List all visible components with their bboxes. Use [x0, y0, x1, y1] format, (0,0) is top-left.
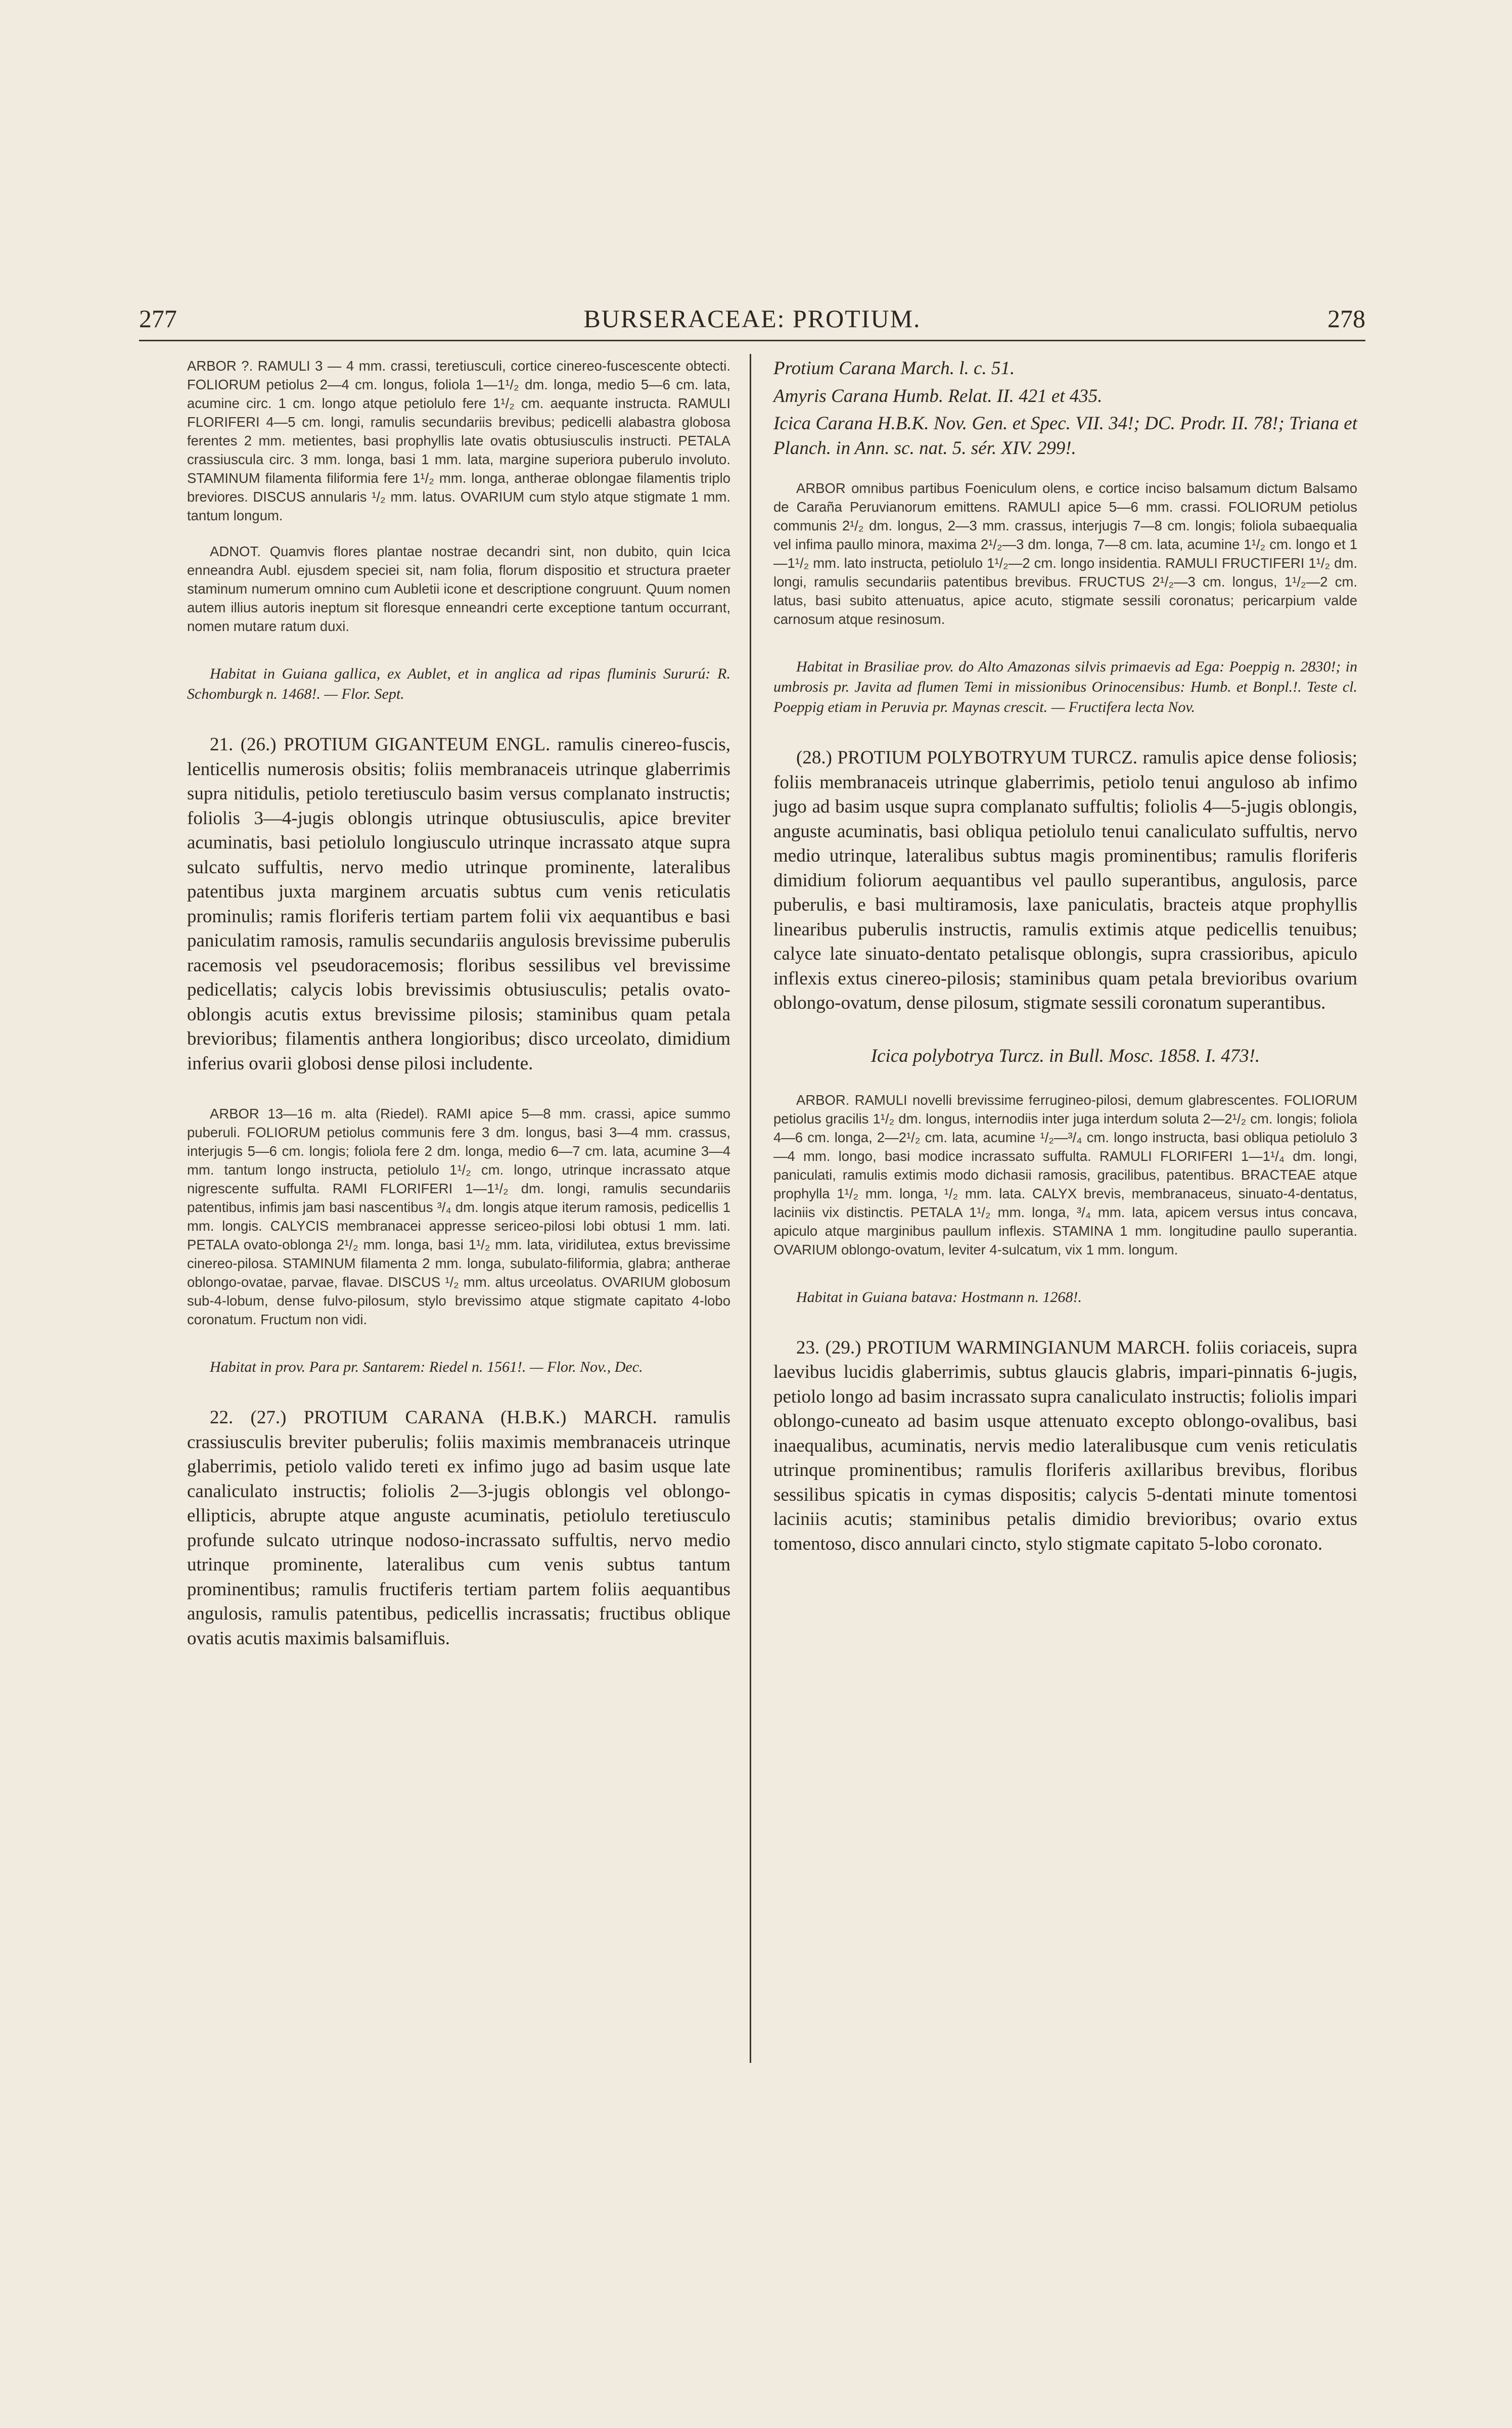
- page-header: [139, 303, 1365, 334]
- species-21-diagnosis: 21. (26.) PROTIUM GIGANTEUM ENGL. ramulis cinereo-fuscis, lenticellis numerosis obsitis; foliis membranaceis utrinque glaberrimis supra nitidulis, petiolo teretiusculo basim versus complanato instructis; foliolis 3—4-jugis oblongis utrinque obtusiusculis, apice breviter acuminatis, basi petiolulo longiusculo utrinque incrassato atque supra sulcato suffultis, nervo medio utrinque prominente, lateralibus patentibus juxta marginem arcuatis subtus cum venis reticulatis prominulis; ramis floriferis tertiam partem folii vix aequantibus e basi paniculatim ramosis, ramulis secundariis angulosis brevissime puberulis racemosis vel pseudoracemosis; floribus sessilibus vel brevissime pedicellatis; calycis lobis brevissimis obtusiusculis; petalis ovato-oblongis acutis extus brevissime pilosis; staminibus quam petala brevioribus; filamentis anthera longioribus; disco urceolato, dimidium inferius ovarii globosi dense pilosi includente.: [187, 734, 730, 1074]
- right-column: [773, 356, 1357, 1556]
- species-21-description: ARBOR 13—16 m. alta (Riedel). RAMI apice 5—8 mm. crassi, apice summo puberuli. FOLIORUM petiolus communis fere 3 dm. longus, basi 3—4 mm. crassus, interjugis 5—6 cm. longis; foliola fere 2 dm. longa, medio 6—7 cm. lata, acumine 3—4 mm. tantum longo instructa, petiolulo 1¹/₂ cm. longo, utrinque incrassato atque nigrescente suffulta. RAMI FLORIFERI 1—1¹/₂ dm. longi, ramulis secundariis patentibus, infimis jam basi nascentibus ³/₄ dm. longis atque iterum ramosis, pedicellis 1 mm. longis. CALYCIS membranacei appresse sericeo-pilosi lobi obtusi 1 mm. lati. PETALA ovato-oblonga 2¹/₂ mm. longa, basi 1¹/₂ mm. lata, viridilutea, extus brevissime cinereo-pilosa. STAMINUM filamenta 2 mm. longa, subulato-filiformia, glabra; antherae oblongo-ovatae, parvae, flavae. DISCUS ¹/₂ mm. altus urceolatus. OVARIUM globosum sub-4-lobum, dense fulvo-pilosum, stylo brevissimo atque stigmate capitato 4-lobo coronatum. Fructum non vidi.: [187, 1106, 730, 1327]
- running-title: BURSERACEAE: PROTIUM.: [583, 304, 921, 333]
- adnotation: ADNOT. Quamvis flores plantae nostrae decandri sint, non dubito, quin Icica enneandra Aubl. ejusdem speciei sit, nam folia, florum dispositio et structura praeter staminum numerum omnino cum Aubletii icone et descriptione congruunt. Quum nomen autem illius autoris ineptum sit floresque enneandri certe exceptione tantum occurrant, nomen mutare ratum duxi.: [187, 544, 730, 634]
- species-28-reference: Icica polybotrya Turcz. in Bull. Mosc. 1858. I. 473!.: [870, 1045, 1260, 1066]
- description-previous-species: ARBOR ?. RAMULI 3 — 4 mm. crassi, teretiusculi, cortice cinereo-fuscescente obtecti. FOLIORUM petiolus 2—4 cm. longus, foliola 1—1¹/₂ dm. longa, medio 5—6 cm. lata, acumine circ. 1 cm. longo atque petiolulo fere 1¹/₂ cm. aequante instructa. RAMULI FLORIFERI 4—5 cm. longi, ramulis secundariis brevibus; pedicelli alabastra globosa ferentes 2 mm. metientes, basi prophyllis late ovatis obtusiusculis instructi. PETALA crassiuscula circ. 3 mm. longa, basi 1 mm. lata, margine superiora puberulo involuto. STAMINUM filamenta filiformia fere 1¹/₂ mm. longa, antherae oblongae filamentis triplo breviores. DISCUS annularis ¹/₂ mm. latus. OVARIUM cum stylo atque stigmate 1 mm. tantum longum.: [187, 358, 730, 523]
- species-21-habitat: Habitat in prov. Para pr. Santarem: Riedel n. 1561!. — Flor. Nov., Dec.: [210, 1359, 643, 1375]
- synonym-3: Icica Carana H.B.K. Nov. Gen. et Spec. VII. 34!; DC. Prodr. II. 78!; Triana et Planch. in Ann. sc. nat. 5. sér. XIV. 299!.: [773, 413, 1357, 459]
- page-number-left: 277: [139, 304, 177, 333]
- species-23-diagnosis: 23. (29.) PROTIUM WARMINGIANUM MARCH. foliis coriaceis, supra laevibus lucidis glaberrimis, subtus glaucis glabris, impari-pinnatis 6-jugis, petiolo longo ad basim incrassato supra canaliculato instructis; foliolis impari oblongo-cuneato ad basim usque attenuato excepto oblongo-ovalibus, basi inaequalibus, acuminatis, nervis medio lateralibusque cum venis reticulatis utrinque prominentibus; ramulis floriferis axillaribus brevibus, floribus sessilibus spicatis in cymas dispositis; calycis 5-dentati minute tomentosi laciniis acutis; staminibus petalis dimidio brevioribus; ovario extus tomentoso, disco annulari cincto, stylo stigmate capitato 5-lobo coronato.: [773, 1337, 1357, 1554]
- species-28-description: ARBOR. RAMULI novelli brevissime ferrugineo-pilosi, demum glabrescentes. FOLIORUM petiolus gracilis 1¹/₂ dm. longus, internodiis inter juga interdum soluta 2—2¹/₂ cm. longis; foliola 4—6 cm. longa, 2—2¹/₂ cm. lata, acumine ¹/₂—³/₄ cm. longo instructa, basi obliqua petiolulo 3—4 mm. longo, basi modice incrassato suffulta. RAMULI FLORIFERI 1—1¹/₄ dm. longi, paniculati, ramulis extimis modo dichasii ramosis, gracilibus, patentibus. BRACTEAE atque prophylla 1¹/₂ mm. longa, ¹/₂ mm. lata. CALYX brevis, membranaceus, sinuato-4-dentatus, laciniis vix distinctis. PETALA 1¹/₂ mm. longa, ³/₄ mm. lata, apicem versus intus concava, apiculo atque marginibus paullum inflexis. STAMINA 1 mm. longitudine paullo superantia. OVARIUM oblongo-ovatum, leviter 4-sulcatum, vix 1 mm. longum.: [773, 1092, 1357, 1257]
- synonym-1: Protium Carana March. l. c. 51.: [773, 358, 1015, 379]
- species-22-habitat: Habitat in Brasiliae prov. do Alto Amazonas silvis primaevis ad Ega: Poeppig n. 2830!; in umbrosis pr. Javita ad flumen Temi in missionibus Orinocensibus: Humb. et Bonpl.!. Teste cl. Poeppig etiam in Peruvia pr. Maynas crescit. — Fructifera lecta Nov.: [773, 658, 1357, 715]
- species-22-diagnosis: 22. (27.) PROTIUM CARANA (H.B.K.) MARCH. ramulis crassiusculis breviter puberulis; foliis maximis membranaceis utrinque glaberrimis, petiolo valido tereti ex infimo jugo ad basim usque late canaliculato instructis; foliolis 2—3-jugis oblongis vel oblongo-ellipticis, abrupte atque anguste acuminatis, petiolulo teretiusculo profunde sulcato utrinque nodoso-incrassato suffultis, nervo medio utrinque prominente, lateralibus cum venis subtus tantum prominentibus; ramulis fructiferis tertiam partem foliis aequantibus angulosis, ramulis patentibus, pedicellis incrassatis; fructibus oblique ovatis acutis maximis balsamifluis.: [187, 1407, 730, 1649]
- synonym-2: Amyris Carana Humb. Relat. II. 421 et 435.: [773, 385, 1103, 407]
- page-number-right: 278: [1327, 304, 1365, 333]
- left-column: [187, 356, 730, 1651]
- species-28-diagnosis: (28.) PROTIUM POLYBOTRYUM TURCZ. ramulis apice dense foliosis; foliis membranaceis utrinque glaberrimis, petiolo tenui anguloso ab infimo jugo ad basim usque supra complanato suffultis; foliolis 4—5-jugis oblongis, anguste acuminatis, basi obliqua petiolulo tenui canaliculato suffultis, nervo medio utrinque, lateralibus subtus magis prominentibus; ramulis floriferis dimidium foliorum aequantibus vel paullo superantibus, angulosis, parce puberulis, e basi multiramosis, laxe paniculatis, bracteis atque prophyllis linearibus puberulis instructis, ramulis extimis atque pedicellis tenuibus; calyce late sinuato-dentato petalisque oblongis, supra crassioribus, apiculo inflexis extus cinereo-pilosis; staminibus quam petala brevioribus ovarium oblongo-ovatum, dense pilosum, stigmate sessili coronatum superantibus.: [773, 747, 1357, 1013]
- species-22-description: ARBOR omnibus partibus Foeniculum olens, e cortice inciso balsamum dictum Balsamo de Caraña Peruvianorum emittens. RAMULI apice 5—6 mm. crassi. FOLIORUM petiolus communis 2¹/₂ dm. longus, 2—3 mm. crassus, interjugis 7—8 cm. longis; foliola subaequalia vel infima paullo minora, maxima 2¹/₂—3 dm. longa, 7—8 cm. lata, acumine 1¹/₂ cm. longo et 1—1¹/₂ mm. lato instructa, petiolulo 1¹/₂—2 cm. longo insidentia. RAMULI FRUCTIFERI 1¹/₂ dm. longi, ramulis secundariis patentibus brevibus. FRUCTUS 2¹/₂—3 cm. longus, 1¹/₂—2 cm. latus, basi subito attenuatus, apice acuto, stigmate sessili coronatus; pericarpium valde carnosum atque resinosum.: [773, 480, 1357, 627]
- header-rule: [139, 340, 1365, 341]
- habitat-previous-species: Habitat in Guiana gallica, ex Aublet, et in anglica ad ripas fluminis Sururú: R. Schomburgk n. 1468!. — Flor. Sept.: [187, 665, 730, 702]
- species-28-habitat: Habitat in Guiana batava: Hostmann n. 1268!.: [796, 1288, 1082, 1306]
- column-divider: [750, 354, 751, 2063]
